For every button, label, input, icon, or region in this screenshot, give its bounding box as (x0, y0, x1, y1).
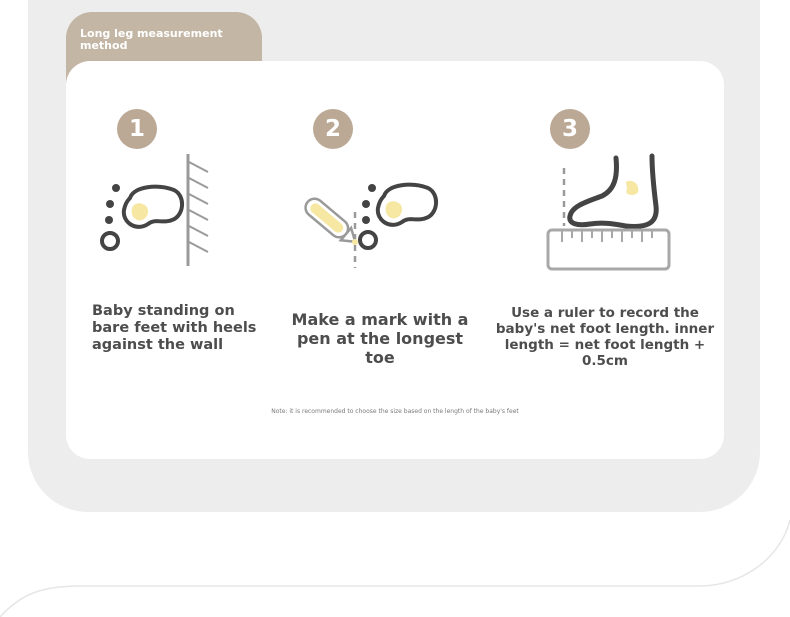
pen-marking-toe-icon (300, 150, 450, 270)
section-title: Long leg measurement method (80, 27, 223, 52)
decorative-curve (0, 500, 790, 617)
size-note: Note: it is recommended to choose the size based on the length of the baby's feet (271, 408, 519, 415)
foot-against-wall-icon (96, 150, 216, 270)
step-1-text: Baby standing on bare feet with heels against the wall (92, 303, 257, 353)
foot-on-ruler-icon (542, 150, 677, 275)
step-3-text: Use a ruler to record the baby's net foot length. inner length = net foot length + 0.5cm (495, 305, 715, 369)
step-2-badge: 2 (313, 109, 353, 149)
step-1-badge: 1 (117, 109, 157, 149)
step-2-text: Make a mark with a pen at the longest toe (291, 310, 469, 367)
step-3-badge: 3 (550, 109, 590, 149)
